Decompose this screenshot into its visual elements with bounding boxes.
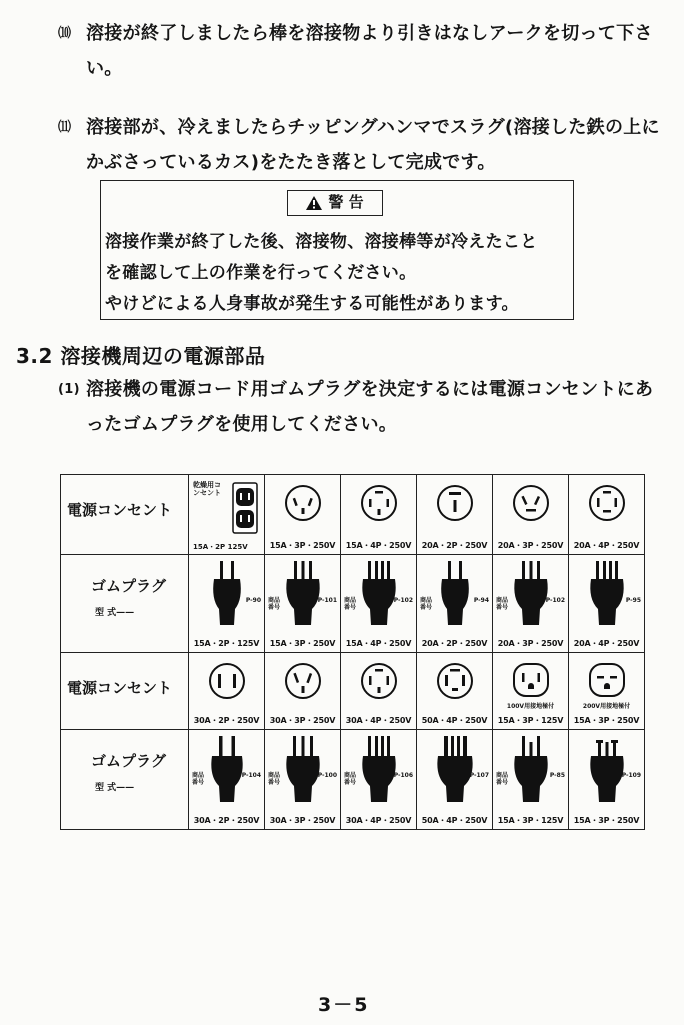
- drying-outlet-spec: 15A・2P 125V: [193, 543, 248, 551]
- plug-code: P-90: [245, 597, 261, 604]
- plug-code: P-106: [393, 772, 413, 779]
- outlet-row-label: 電源コンセント: [67, 501, 173, 519]
- outlet-100v-grounded-icon: [511, 661, 551, 699]
- plug-code: P-101: [317, 597, 337, 604]
- warning-line-2: を確認して上の作業を行ってください。: [105, 263, 417, 283]
- product-number-label: 商品番号: [192, 772, 205, 786]
- outlet-cell: [493, 475, 569, 555]
- outlet-cell: [493, 653, 569, 730]
- warning-line-3: やけどによる人身事故が発生する可能性があります。: [105, 294, 519, 314]
- step-11-number: ⑾: [58, 120, 72, 135]
- outlet-cell: [341, 475, 417, 555]
- rubber-plug-4p-icon: [588, 561, 626, 625]
- outlet-50a-4p-icon: [435, 661, 475, 701]
- plug-spec: 30A・4P・250V: [345, 816, 412, 825]
- outlet-cell: [569, 653, 645, 730]
- rubber-plug-2p-icon: [438, 561, 472, 625]
- warning-header: [287, 190, 383, 216]
- product-number-label: 商品番号: [268, 597, 281, 611]
- plug-cell: [189, 730, 265, 830]
- outlet-cell: [341, 653, 417, 730]
- drying-outlet-icon: [232, 482, 258, 534]
- plug-code: P-95: [625, 597, 641, 604]
- plug-row-label: ゴムプラグ: [91, 577, 167, 595]
- product-number-label: 商品番号: [344, 772, 357, 786]
- outlet-spec: 50A・4P・250V: [421, 716, 488, 725]
- outlet-20a-2p-icon: [435, 483, 475, 523]
- rubber-plug-2p-icon: [210, 561, 244, 625]
- type-label: 型 式——: [95, 608, 135, 618]
- outlet-spec: 20A・4P・250V: [573, 541, 640, 550]
- plug-code: P-102: [545, 597, 565, 604]
- outlet-30a-3p-icon: [283, 661, 323, 701]
- plug-cell: [417, 555, 493, 653]
- outlet-spec: 20A・3P・250V: [497, 541, 564, 550]
- page-number: 3－5: [318, 994, 370, 1016]
- outlet-spec: 15A・3P・250V: [269, 541, 336, 550]
- plug-spec: 15A・3P・125V: [497, 816, 564, 825]
- warning-title: 警 告: [328, 193, 364, 211]
- outlet-row-label: 電源コンセント: [67, 679, 173, 697]
- outlet-spec: 30A・4P・250V: [345, 716, 412, 725]
- outlet-cell: [569, 475, 645, 555]
- outlet-cell: [265, 653, 341, 730]
- plug-spec: 30A・3P・250V: [269, 816, 336, 825]
- outlet-cell-drying: [189, 475, 265, 555]
- step-10-paragraph: [58, 16, 668, 86]
- rubber-plug-3p-icon: [284, 736, 322, 802]
- rubber-plug-2p-icon: [209, 736, 245, 802]
- outlet-spec: 15A・3P・250V: [573, 716, 640, 725]
- product-number-label: 商品番号: [420, 597, 433, 611]
- outlet-row-label-cell: [61, 475, 189, 555]
- outlet-30a-4p-icon: [359, 661, 399, 701]
- outlet-spec: 15A・3P・125V: [497, 716, 564, 725]
- plug-code: P-85: [549, 772, 565, 779]
- outlet-spec: 30A・2P・250V: [193, 716, 260, 725]
- plug-code: P-104: [241, 772, 261, 779]
- plug-spec: 30A・2P・250V: [193, 816, 260, 825]
- rubber-plug-3p-grounded-icon: [588, 736, 626, 802]
- outlet-row-label-cell: [61, 653, 189, 730]
- plug-row-label: ゴムプラグ: [91, 752, 167, 770]
- plug-row-label-cell: [61, 730, 189, 830]
- outlet-cell: [417, 653, 493, 730]
- table-row: [61, 475, 645, 555]
- plug-cell: [341, 555, 417, 653]
- plug-cell: [569, 730, 645, 830]
- step-10-number: ⑽: [58, 26, 72, 41]
- outlet-spec: 20A・2P・250V: [421, 541, 488, 550]
- table-row: [61, 653, 645, 730]
- plug-spec: 15A・3P・250V: [573, 816, 640, 825]
- type-label: 型 式——: [95, 783, 135, 793]
- rubber-plug-4p-icon: [435, 736, 475, 802]
- step-1-text: 溶接機の電源コード用ゴムプラグを決定するには電源コンセントにあったゴムプラグを使用してください。: [86, 379, 654, 435]
- plug-spec: 20A・4P・250V: [573, 639, 640, 648]
- plug-spec: 50A・4P・250V: [421, 816, 488, 825]
- plug-cell: [569, 555, 645, 653]
- outlet-15a-3p-icon: [283, 483, 323, 523]
- outlet-20a-4p-icon: [587, 483, 627, 523]
- outlet-200v-grounded-icon: [587, 661, 627, 699]
- plug-cell: [265, 555, 341, 653]
- product-number-label: 商品番号: [496, 597, 509, 611]
- outlet-cell: [417, 475, 493, 555]
- table-row: [61, 555, 645, 653]
- plug-spec: 15A・4P・250V: [345, 639, 412, 648]
- plug-code: P-107: [469, 772, 489, 779]
- plug-cell: [341, 730, 417, 830]
- step-1-paragraph: [58, 372, 670, 442]
- warning-triangle-icon: [306, 196, 322, 210]
- outlet-cell: [265, 475, 341, 555]
- plug-code: P-94: [473, 597, 489, 604]
- plug-cell: [417, 730, 493, 830]
- plug-spec: 15A・3P・250V: [269, 639, 336, 648]
- step-10-text: 溶接が終了しましたら棒を溶接物より引きはなしアークを切って下さい。: [86, 23, 653, 79]
- table-row: [61, 730, 645, 830]
- outlet-15a-4p-icon: [359, 483, 399, 523]
- outlet-note: 200V用接地極付: [582, 703, 631, 710]
- outlet-cell: [189, 653, 265, 730]
- step-1-number: (1): [58, 382, 80, 397]
- plug-code: P-109: [621, 772, 641, 779]
- rubber-plug-3p-icon: [284, 561, 322, 625]
- plug-row-label-cell: [61, 555, 189, 653]
- outlet-30a-2p-icon: [207, 661, 247, 701]
- plug-code: P-102: [393, 597, 413, 604]
- plug-cell: [265, 730, 341, 830]
- product-number-label: 商品番号: [344, 597, 357, 611]
- plug-spec: 20A・2P・250V: [421, 639, 488, 648]
- plug-spec: 15A・2P・125V: [193, 639, 260, 648]
- section-title: 3.2 溶接機周辺の電源部品: [16, 344, 266, 368]
- product-number-label: 商品番号: [268, 772, 281, 786]
- outlet-spec: 15A・4P・250V: [345, 541, 412, 550]
- plug-cell: [493, 555, 569, 653]
- plug-spec: 20A・3P・250V: [497, 639, 564, 648]
- warning-box: [100, 180, 574, 320]
- plug-cell: [493, 730, 569, 830]
- rubber-plug-3p-grounded-icon: [512, 736, 550, 802]
- step-11-paragraph: [58, 110, 670, 180]
- outlet-20a-3p-icon: [511, 483, 551, 523]
- rubber-plug-4p-icon: [360, 561, 398, 625]
- outlet-plug-table: [60, 474, 645, 830]
- rubber-plug-4p-icon: [360, 736, 398, 802]
- product-number-label: 商品番号: [496, 772, 509, 786]
- rubber-plug-3p-icon: [512, 561, 550, 625]
- outlet-note: 100V用接地極付: [506, 703, 555, 710]
- plug-code: P-100: [317, 772, 337, 779]
- warning-line-1: 溶接作業が終了した後、溶接物、溶接棒等が冷えたこと: [105, 232, 538, 252]
- outlet-spec: 30A・3P・250V: [269, 716, 336, 725]
- plug-cell: [189, 555, 265, 653]
- drying-outlet-text: 乾燥用コンセント: [193, 481, 221, 497]
- step-11-text: 溶接部が、冷えましたらチッピングハンマでスラグ(溶接した鉄の上にかぶさっているカス)をたたき落として完成です。: [86, 117, 660, 173]
